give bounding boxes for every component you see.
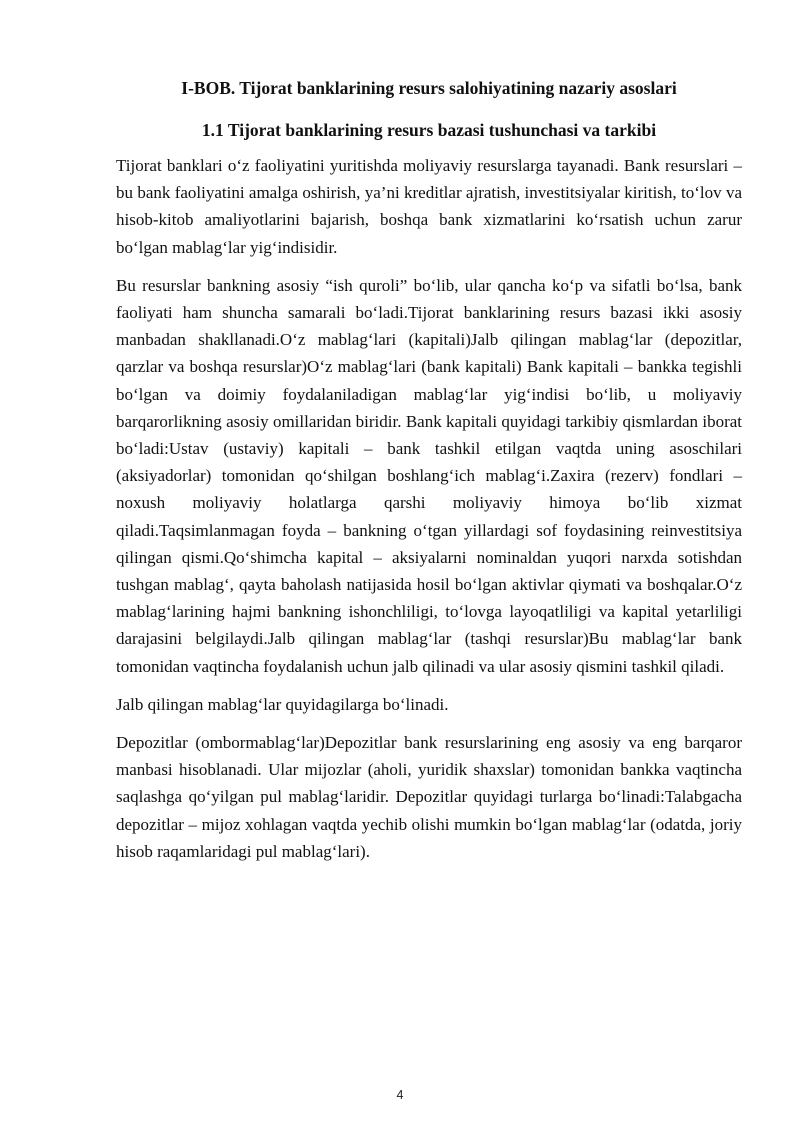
page-number: 4 <box>396 1088 404 1102</box>
section-title: 1.1 Tijorat banklarining resurs bazasi tushunchasi va tarkibi <box>201 120 657 140</box>
paragraph-attracted-funds: Jalb qilingan mablag‘lar quyidagilarga bo‘linadi. <box>116 694 449 714</box>
paragraph-deposits: Depozitlar (ombormablag‘lar)Depozitlar bank resurslarining eng asosiy va eng barqaror manbasi hisoblanadi. Ular mijozlar (aholi, yuridik shaxslar) tomonidan bankka vaqtincha saqlashga qo‘yilgan pul mablag‘laridir. Depozitlar quyidagi turlarga bo‘linadi:Talabgacha depozitlar – mijoz xohlagan vaqtda yechib olishi mumkin bo‘lgan mablag‘lar (odatda, joriy hisob raqamlaridagi pul mablag‘lari). <box>116 733 742 861</box>
paragraph-intro: Tijorat banklari o‘z faoliyatini yuritishda moliyaviy resurslarga tayanadi. Bank resurslari – bu bank faoliyatini amalga oshirish, ya’ni kreditlar ajratish, investitsiyalar kiritish, to‘lov va hisob-kitob amaliyotlarini bajarish, boshqa bank xizmatlarini ko‘rsatish uchun zarur bo‘lgan mablag‘lar yig‘indisidir. <box>116 156 742 257</box>
paragraph-resources: Bu resurslar bankning asosiy “ish quroli” bo‘lib, ular qancha ko‘p va sifatli bo‘lsa, bank faoliyati ham shuncha samarali bo‘ladi.Tijorat banklarining resurs bazasi ikki asosiy manbadan shakllanadi.O‘z mablag‘lari (kapitali)Jalb qilingan mablag‘lar (depozitlar, qarzlar va boshqa resurslar)O‘z mablag‘lari (bank kapitali) Bank kapitali – bankka tegishli bo‘lgan va doimiy foydalaniladigan mablag‘lar yig‘indisi bo‘lib, u moliyaviy barqarorlikning asosiy omillaridan biridir. Bank kapitali quyidagi tarkibiy qismlardan iborat bo‘ladi:Ustav (ustaviy) kapitali – bank tashkil etilgan vaqtda uning asoschilari (aksiyadorlar) tomonidan qo‘shilgan boshlang‘ich mablag‘i.Zaxira (rezerv) fondlari – noxush moliyaviy holatlarga qarshi moliyaviy himoya bo‘lib xizmat qiladi.Taqsimlanmagan foyda – bankning o‘tgan yillardagi sof foydasining reinvestitsiya qilingan qismi.Qo‘shimcha kapital – aksiyalarni nominaldan yuqori narxda sotishdan tushgan mablag‘, qayta baholash natijasida hosil bo‘lgan aktivlar qiymati va boshqalar.O‘z mablag‘larining hajmi bankning ishonchliligi, to‘lovga layoqatliligi va kapital yetarliligi darajasini belgilaydi.Jalb qilingan mablag‘lar (tashqi resurslar)Bu mablag‘lar bank tomonidan vaqtincha foydalanish uchun jalb qilinadi va ular asosiy qismini tashkil qiladi. <box>116 275 742 676</box>
document-page <box>116 76 742 876</box>
chapter-title: I-BOB. Tijorat banklarining resurs salohiyatining nazariy asoslari <box>181 78 677 98</box>
